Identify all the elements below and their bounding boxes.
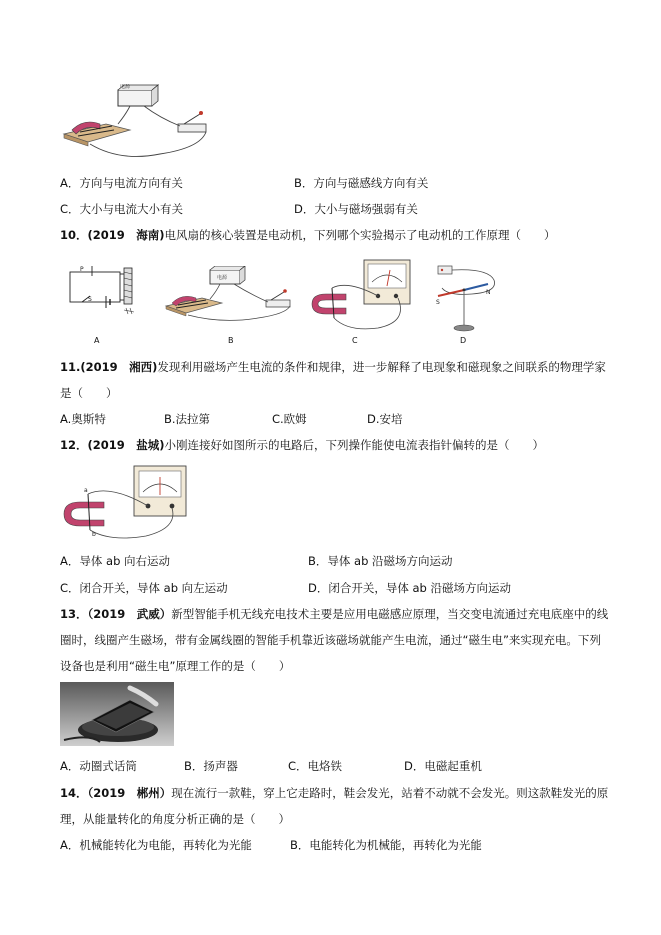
- q14-text-1: 现在流行一款鞋，穿上它走路时，鞋会发光，站着不动就不会发光。则这款鞋发光的原: [171, 786, 609, 800]
- q10-text: 电风扇的核心装置是电动机，下列哪个实验揭示了电动机的工作原理（ ）: [164, 228, 556, 242]
- svg-text:b: b: [92, 531, 96, 538]
- q12-stem: [60, 437, 544, 453]
- q11-option-d: D.安培: [367, 412, 403, 426]
- q14-option-b: B．电能转化为机械能，再转化为光能: [290, 838, 482, 852]
- svg-text:N: N: [486, 289, 491, 296]
- q10-figure-c: [308, 258, 420, 334]
- q11-number: 11.: [60, 360, 81, 374]
- q10-figure-d: [428, 262, 506, 334]
- q14-number: 14．: [60, 786, 88, 800]
- q13-text-2: 圈时，线圈产生磁场，带有金属线圈的智能手机靠近该磁场就能产生电流，通过“磁生电”来实现充电。下列: [60, 633, 601, 647]
- q10-figure-c-label: C: [352, 336, 358, 345]
- svg-text:电源: 电源: [217, 275, 228, 281]
- q13-option-d: D．电磁起重机: [404, 759, 482, 773]
- q9-option-b: B．方向与磁感线方向有关: [294, 176, 429, 190]
- q14-option-a: A．机械能转化为电能，再转化为光能: [60, 838, 252, 852]
- q13-option-b: B．扬声器: [184, 759, 238, 773]
- q10-figure-a: [62, 262, 146, 318]
- q12-text: 小刚连接好如图所示的电路后，下列操作能使电流表指针偏转的是（ ）: [164, 438, 545, 452]
- q10-figure-b: [162, 266, 300, 322]
- q11-option-b: B.法拉第: [164, 412, 211, 426]
- q10-figure-a-label: A: [94, 336, 100, 345]
- svg-text:电源: 电源: [120, 84, 131, 90]
- q13-number: 13．: [60, 607, 88, 621]
- q13-photo-wireless-charger: [60, 682, 174, 746]
- q13-option-c: C．电烙铁: [288, 759, 343, 773]
- svg-text:P: P: [80, 266, 84, 273]
- q11-option-a: A.奥斯特: [60, 412, 106, 426]
- q13-text-3: 设备也是利用“磁生电”原理工作的是（ ）: [60, 659, 291, 673]
- q14-text-2: 理，从能量转化的角度分析正确的是（ ）: [60, 812, 290, 826]
- q9-option-d: D．大小与磁场强弱有关: [294, 202, 418, 216]
- q11-text-1: 发现利用磁场产生电流的条件和规律，进一步解释了电现象和磁现象之间联系的物理学家: [157, 360, 606, 374]
- q10-figure-d-label: D: [460, 336, 467, 345]
- q11-stem-line1: [60, 359, 606, 375]
- q12-option-d: D．闭合开关，导体 ab 沿磁场方向运动: [308, 581, 512, 595]
- q10-source: (2019 海南): [87, 228, 165, 242]
- q13-source: （2019 武威）: [87, 607, 172, 621]
- q9-option-c: C．大小与电流大小有关: [60, 202, 184, 216]
- svg-text:S: S: [436, 299, 440, 306]
- q9-option-a: A．方向与电流方向有关: [60, 176, 183, 190]
- q11-text-2: 是（ ）: [60, 386, 118, 400]
- q10-figure-b-label: B: [228, 336, 234, 345]
- q14-source: （2019 郴州）: [87, 786, 172, 800]
- q10-stem: [60, 227, 556, 243]
- q11-source: (2019 湘西): [80, 360, 158, 374]
- q12-source: (2019 盐城): [87, 438, 165, 452]
- q10-number: 10．: [60, 228, 88, 242]
- q12-number: 12．: [60, 438, 88, 452]
- q12-option-b: B．导体 ab 沿磁场方向运动: [308, 554, 453, 568]
- q13-stem-line1: [60, 606, 608, 622]
- q14-stem-line1: [60, 785, 608, 801]
- q13-option-a: A．动圈式话筒: [60, 759, 137, 773]
- q12-figure: [60, 462, 190, 540]
- q13-text-1: 新型智能手机无线充电技术主要是应用电磁感应原理，当交变电流通过充电底座中的线: [171, 607, 609, 621]
- svg-text:S: S: [88, 296, 92, 303]
- q11-option-c: C.欧姆: [272, 412, 307, 426]
- q12-option-a: A．导体 ab 向右运动: [60, 554, 171, 568]
- svg-text:a: a: [84, 487, 88, 494]
- q9-figure: [60, 84, 220, 162]
- q12-option-c: C．闭合开关，导体 ab 向左运动: [60, 581, 228, 595]
